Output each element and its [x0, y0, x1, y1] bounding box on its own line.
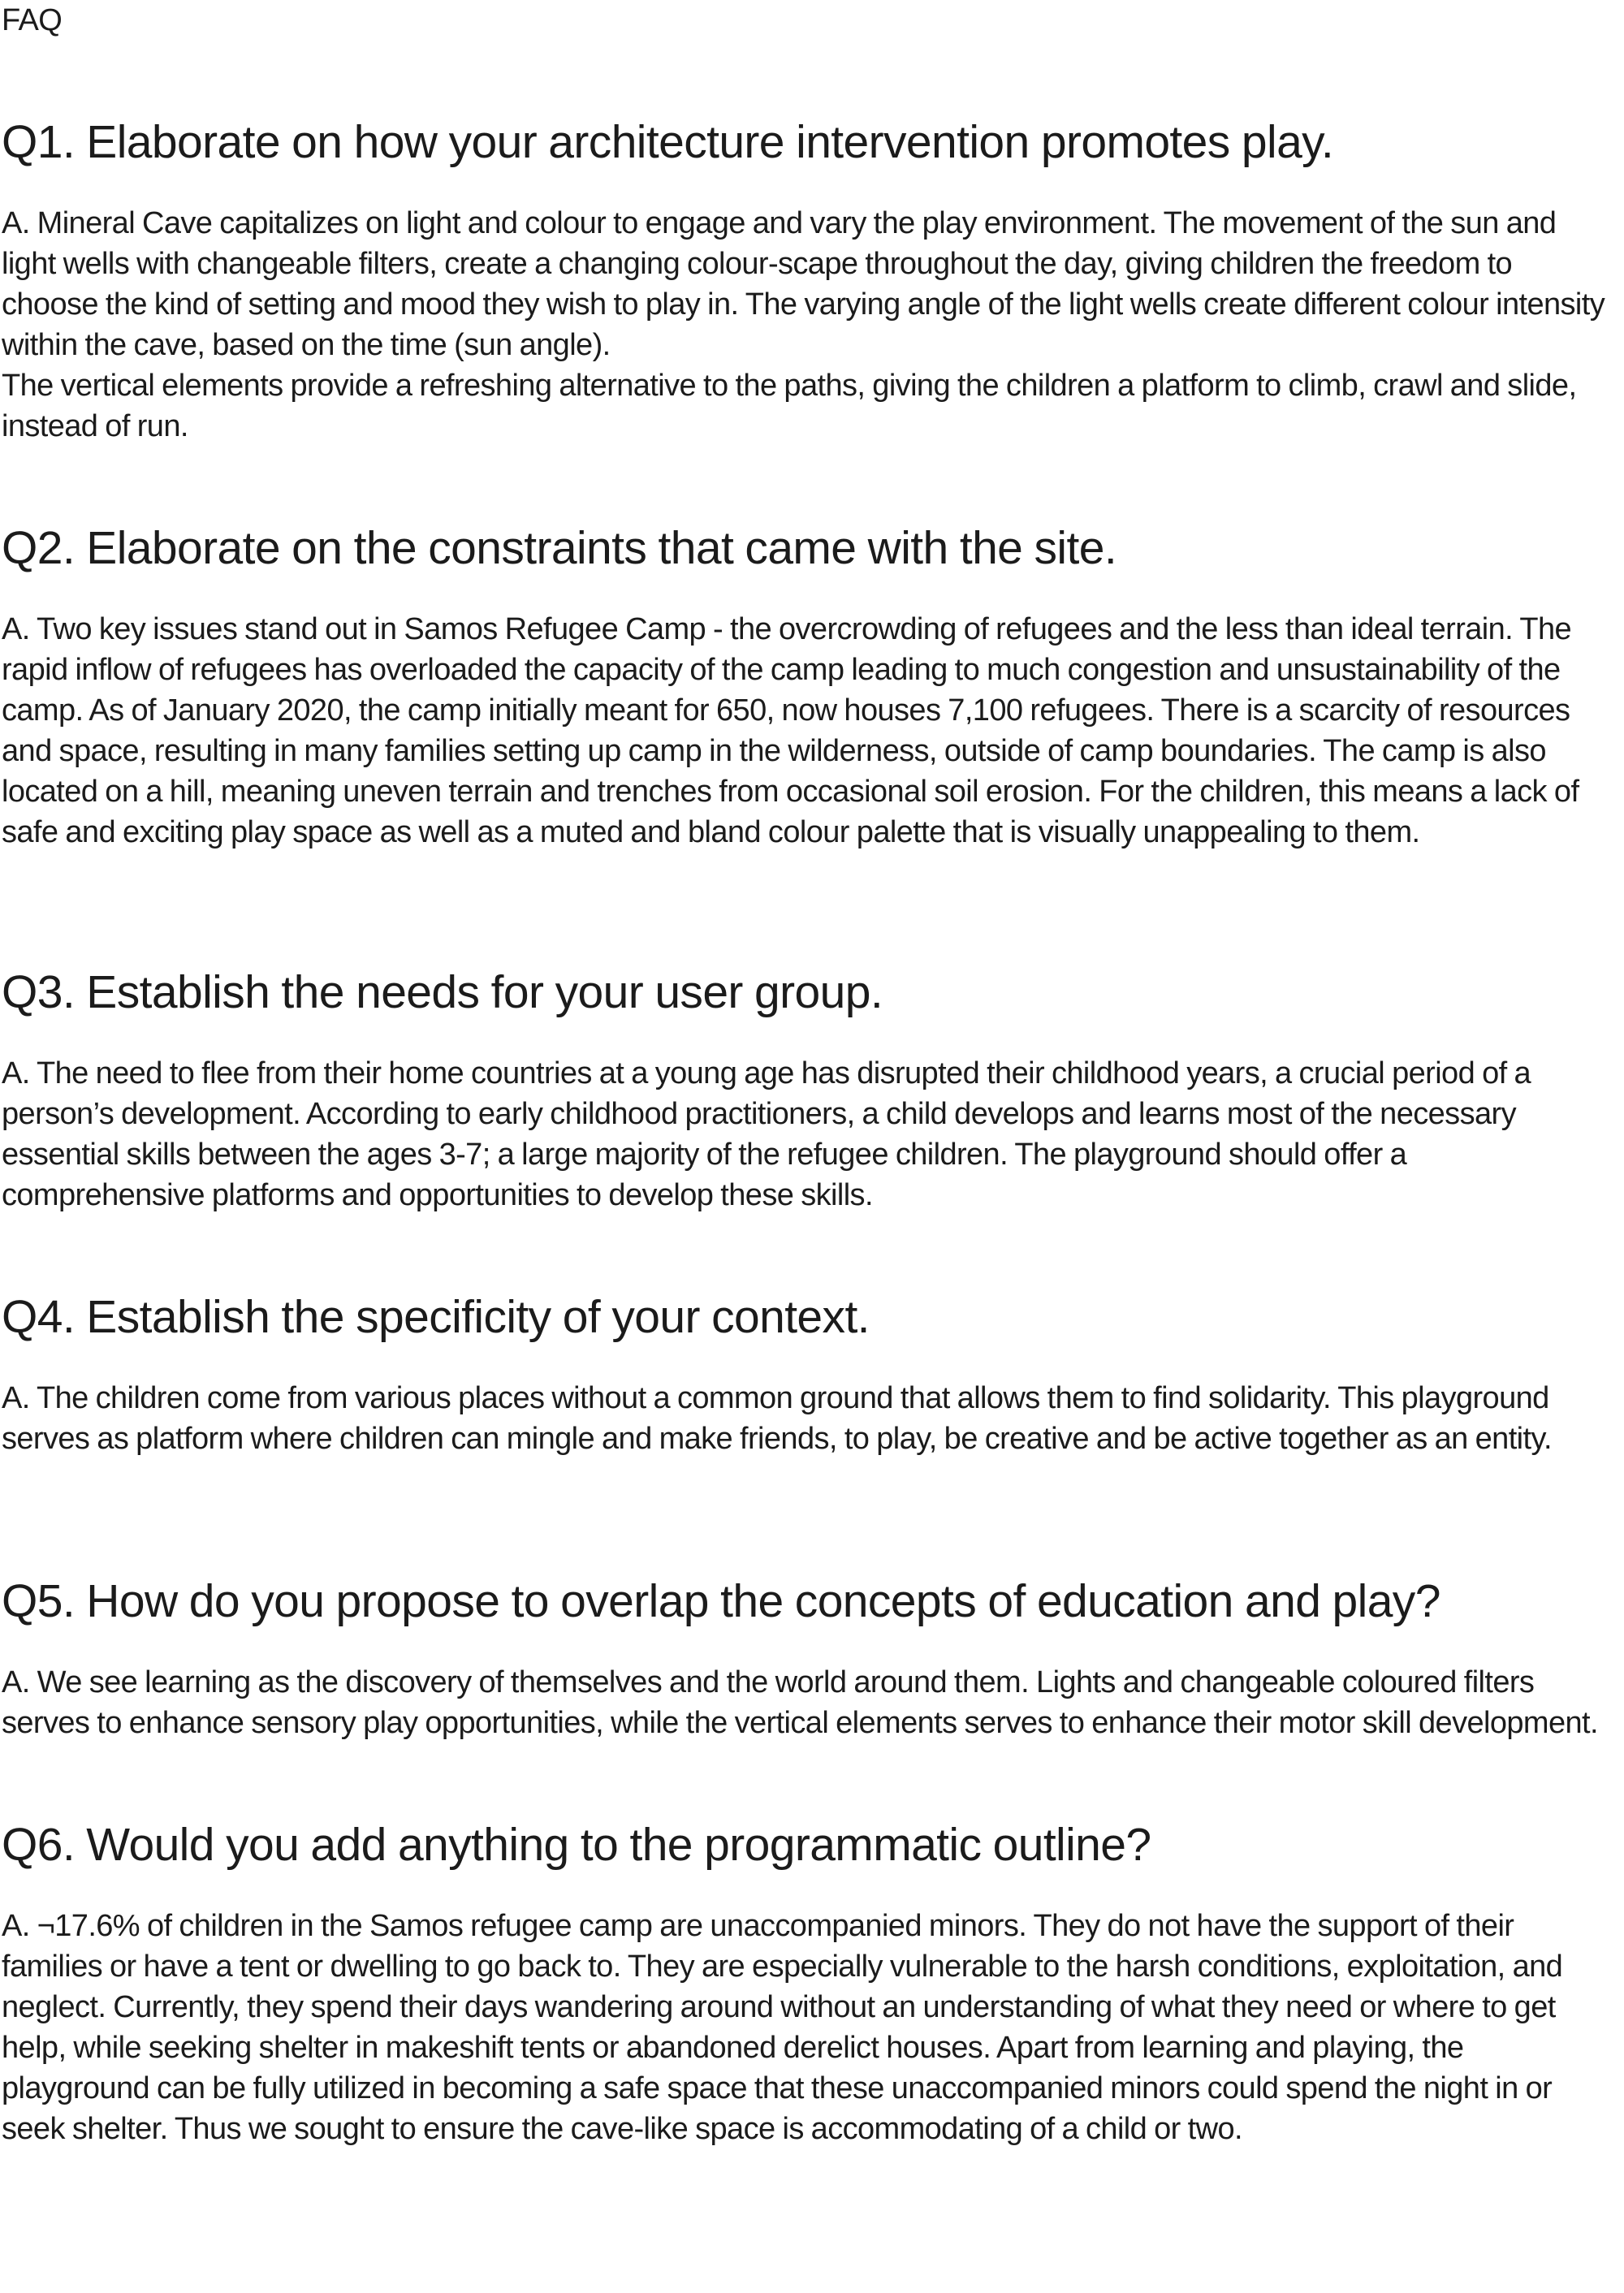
faq-answer-3	[2, 1053, 1613, 1216]
faq-question-6: Q6. Would you add anything to the programmatic outline?	[2, 1819, 1151, 1871]
faq-answer-6	[2, 1906, 1613, 2149]
faq-answer-1	[2, 203, 1613, 447]
faq-answer-5	[2, 1662, 1613, 1743]
faq-answer-2	[2, 609, 1613, 853]
faq-answer-5-paragraph-1: A. We see learning as the discovery of themselves and the world around them. Lights and changeable coloured filters serves to enhance sensory play opportunities, while the vertical elements serves to enhance their motor skill development.	[2, 1665, 1598, 1740]
faq-item-3	[2, 966, 1613, 1216]
faq-answer-1-paragraph-1: A. Mineral Cave capitalizes on light and colour to engage and vary the play environment. The movement of the sun and light wells with changeable filters, create a changing colour-scape throughout the day, giving children the freedom to choose the kind of setting and mood they wish to play in. The varying angle of the light wells create different colour intensity within the cave, based on the time (sun angle).	[2, 206, 1605, 362]
faq-item-1	[2, 116, 1613, 447]
faq-answer-1-paragraph-2: The vertical elements provide a refreshing alternative to the paths, giving the children a platform to climb, crawl and slide, instead of run.	[2, 369, 1577, 443]
faq-item-6	[2, 1819, 1613, 2149]
faq-answer-3-paragraph-1: A. The need to flee from their home countries at a young age has disrupted their childhood years, a crucial period of a person’s development. According to early childhood practitioners, a child develops and learns most of the necessary essential skills between the ages 3-7; a large majority of the refugee children. The playground should offer a comprehensive platforms and opportunities to develop these skills.	[2, 1056, 1531, 1212]
faq-item-5	[2, 1575, 1613, 1743]
page-title: FAQ	[2, 3, 63, 37]
faq-answer-4	[2, 1378, 1613, 1459]
faq-question-4: Q4. Establish the specificity of your context.	[2, 1291, 870, 1343]
faq-answer-2-paragraph-1: A. Two key issues stand out in Samos Refugee Camp - the overcrowding of refugees and the less than ideal terrain. The rapid inflow of refugees has overloaded the capacity of the camp leading to much congestion and unsustainability of the camp. As of January 2020, the camp initially meant for 650, now houses 7,100 refugees. There is a scarcity of resources and space, resulting in many families setting up camp in the wilderness, outside of camp boundaries. The camp is also located on a hill, meaning uneven terrain and trenches from occasional soil erosion. For the children, this means a lack of safe and exciting play space as well as a muted and bland colour palette that is visually unappealing to them.	[2, 612, 1579, 849]
faq-question-2: Q2. Elaborate on the constraints that came with the site.	[2, 522, 1117, 574]
faq-answer-4-paragraph-1: A. The children come from various places without a common ground that allows them to find solidarity. This playground serves as platform where children can mingle and make friends, to play, be creative and be active together as an entity.	[2, 1381, 1552, 1456]
faq-item-2	[2, 522, 1613, 853]
faq-question-5: Q5. How do you propose to overlap the concepts of education and play?	[2, 1575, 1440, 1627]
faq-item-4	[2, 1291, 1613, 1459]
faq-answer-6-paragraph-1: A. ¬17.6% of children in the Samos refugee camp are unaccompanied minors. They do not have the support of their families or have a tent or dwelling to go back to. They are especially vulnerable to the harsh conditions, exploitation, and neglect. Currently, they spend their days wandering around without an understanding of what they need or where to get help, while seeking shelter in makeshift tents or abandoned derelict houses. Apart from learning and playing, the playground can be fully utilized in becoming a safe space that these unaccompanied minors could spend the night in or seek shelter. Thus we sought to ensure the cave-like space is accommodating of a child or two.	[2, 1909, 1563, 2146]
faq-question-1: Q1. Elaborate on how your architecture intervention promotes play.	[2, 116, 1334, 168]
faq-question-3: Q3. Establish the needs for your user group.	[2, 966, 883, 1018]
